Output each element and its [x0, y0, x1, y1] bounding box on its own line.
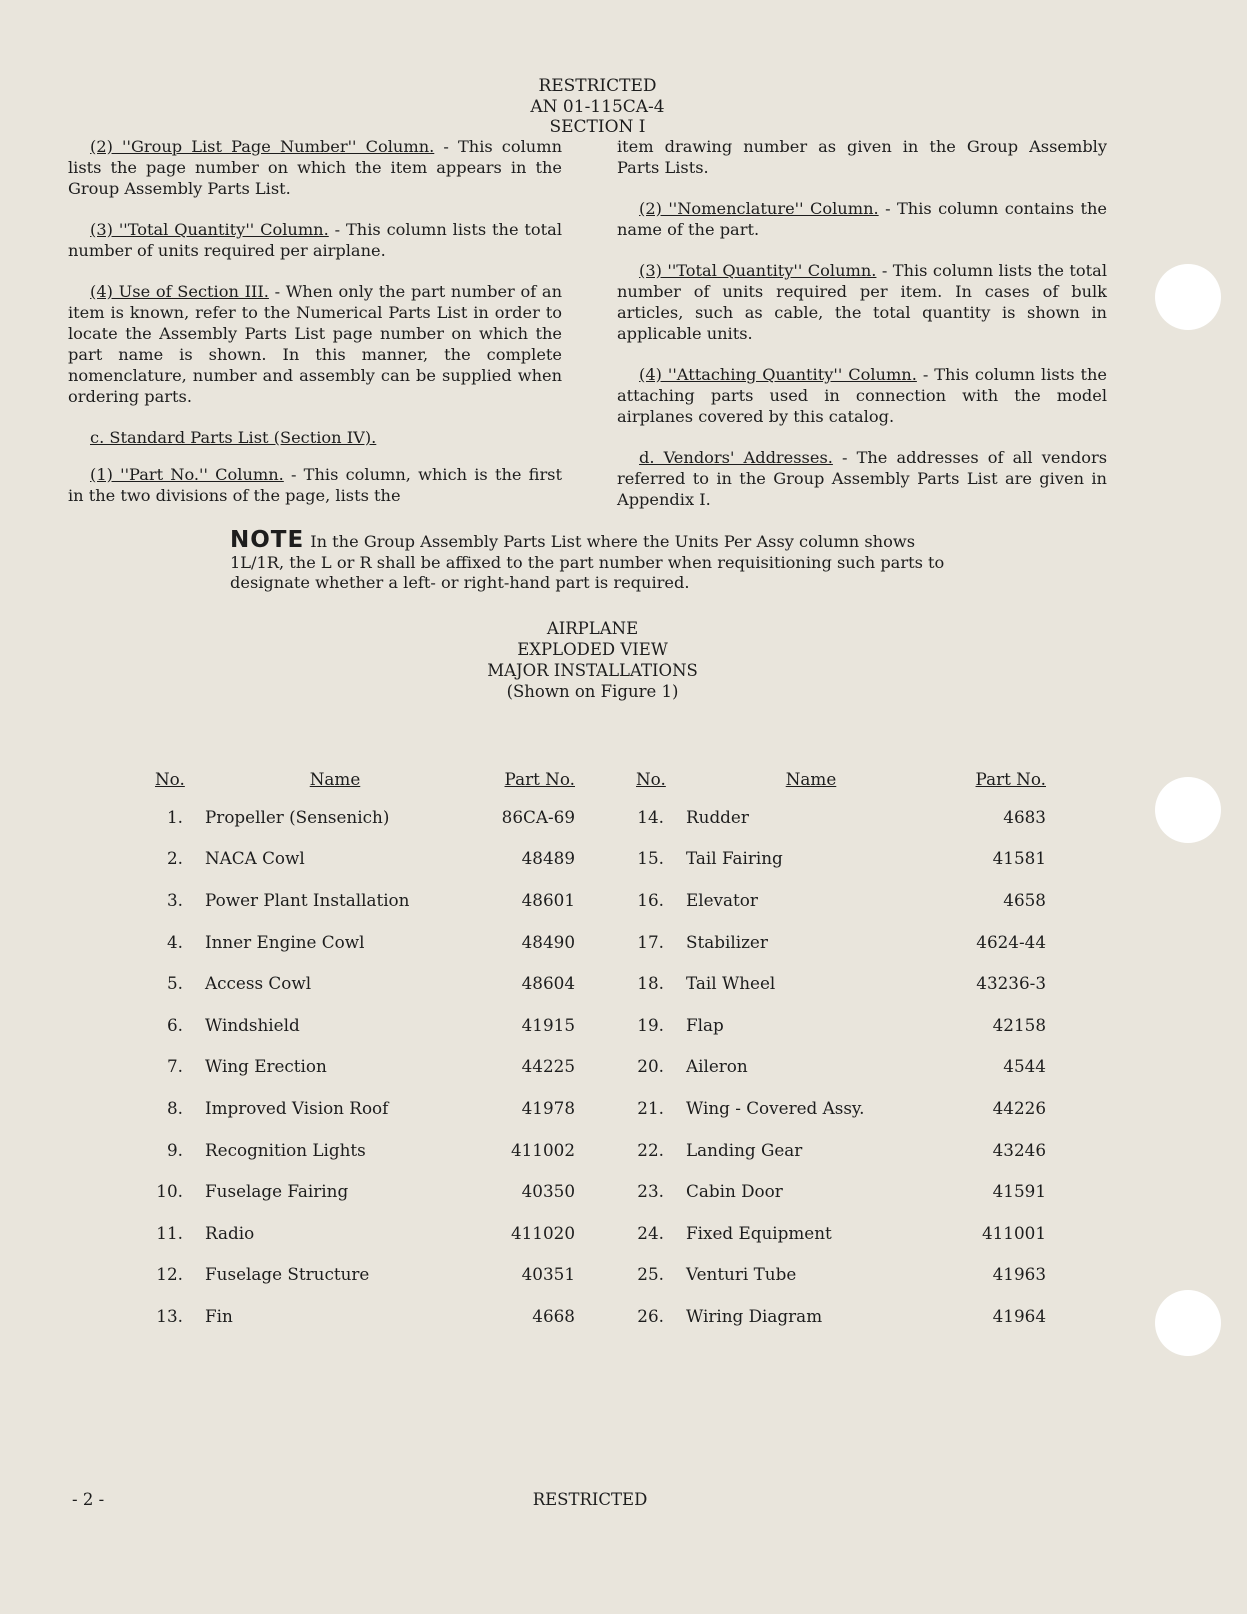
item-part-number: 43236-3	[976, 973, 1046, 994]
item-number: 11.	[156, 1222, 183, 1243]
parts-table-right	[636, 762, 1046, 1337]
item-part-number: 48490	[521, 931, 575, 952]
item-number: 22.	[637, 1139, 664, 1160]
item-name: Wing Erection	[205, 1056, 327, 1077]
paragraph-body: - This column contains the name of the part.	[617, 199, 1107, 239]
item-name: Windshield	[205, 1014, 300, 1035]
item-number: 15.	[637, 848, 664, 869]
item-part-number: 40350	[521, 1181, 575, 1202]
item-number: 18.	[637, 973, 664, 994]
paragraph-heading: (2) ''Group List Page Number'' Column.	[90, 137, 435, 156]
item-number: 14.	[637, 806, 664, 827]
item-number: 3.	[166, 889, 183, 910]
item-name: Cabin Door	[686, 1181, 783, 1202]
subsection-standard-parts-list	[68, 427, 562, 448]
item-name: Improved Vision Roof	[205, 1097, 389, 1118]
paragraph-body: - This column lists the attaching parts used in connection with the model airplanes covered by this catalog.	[617, 365, 1107, 426]
binder-hole	[1155, 777, 1221, 843]
table-row	[636, 1129, 1046, 1171]
left-text-column	[68, 136, 562, 526]
figure-title-line: EXPLODED VIEW	[517, 640, 668, 659]
parts-table-left	[155, 762, 575, 1337]
item-name: Aileron	[686, 1056, 748, 1077]
page-header	[0, 76, 1195, 138]
item-part-number: 41964	[992, 1305, 1046, 1326]
paragraph-heading: (4) Use of Section III.	[90, 282, 269, 301]
table-row	[155, 921, 575, 963]
right-text-column	[617, 136, 1107, 530]
item-part-number: 411002	[510, 1139, 575, 1160]
item-part-number: 44226	[992, 1097, 1046, 1118]
paragraph-vendors-addresses	[617, 447, 1107, 510]
table-row	[155, 1170, 575, 1212]
paragraph-nomenclature	[617, 198, 1107, 240]
subsection-heading: c. Standard Parts List (Section IV).	[90, 428, 377, 447]
header-document-number: AN 01-115CA-4	[530, 96, 665, 117]
paragraph-part-no-column	[68, 464, 562, 506]
table-row	[155, 1129, 575, 1171]
table-row	[636, 921, 1046, 963]
table-row	[636, 1046, 1046, 1088]
item-part-number: 4624-44	[976, 931, 1046, 952]
paragraph-use-of-section-iii	[68, 281, 562, 407]
paragraph-heading: (1) ''Part No.'' Column.	[90, 465, 284, 484]
item-part-number: 48489	[521, 848, 575, 869]
note-label: NOTE	[230, 527, 305, 553]
table-row	[155, 879, 575, 921]
item-name: Recognition Lights	[205, 1139, 366, 1160]
paragraph-body: - The addresses of all vendors referred to in the Group Assembly Parts List are given in Appendix I.	[617, 448, 1107, 509]
item-name: Fin	[205, 1305, 233, 1326]
item-number: 21.	[637, 1097, 664, 1118]
item-name: Stabilizer	[686, 931, 768, 952]
paragraph-total-quantity	[68, 219, 562, 261]
item-number: 19.	[637, 1014, 664, 1035]
paragraph-group-list-page-number	[68, 136, 562, 199]
item-number: 5.	[166, 973, 183, 994]
table-row	[155, 1254, 575, 1296]
item-name: Power Plant Installation	[205, 889, 410, 910]
item-name: Elevator	[686, 889, 758, 910]
item-number: 24.	[637, 1222, 664, 1243]
figure-title-line: (Shown on Figure 1)	[506, 682, 679, 701]
item-name: Rudder	[686, 806, 749, 827]
item-part-number: 41963	[992, 1264, 1046, 1285]
item-number: 2.	[166, 848, 183, 869]
column-header-no: No.	[636, 769, 666, 789]
paragraph-heading: (3) ''Total Quantity'' Column.	[639, 261, 877, 280]
table-row	[155, 796, 575, 838]
item-part-number: 411020	[510, 1222, 575, 1243]
item-name: Tail Fairing	[686, 848, 783, 869]
item-part-number: 86CA-69	[501, 806, 575, 827]
header-classification: RESTRICTED	[538, 76, 657, 96]
column-header-no: No.	[155, 769, 185, 789]
table-row	[155, 838, 575, 880]
table-row	[636, 838, 1046, 880]
table-row	[636, 1254, 1046, 1296]
item-number: 4.	[166, 931, 183, 952]
table-row	[155, 1212, 575, 1254]
table-row	[155, 1046, 575, 1088]
item-number: 10.	[156, 1181, 183, 1202]
table-row	[155, 1295, 575, 1337]
column-header-part-no: Part No.	[504, 769, 575, 789]
paragraph-continued	[617, 136, 1107, 178]
paragraph-heading: (2) ''Nomenclature'' Column.	[639, 199, 879, 218]
figure-title-line: MAJOR INSTALLATIONS	[487, 661, 698, 680]
table-row	[636, 1087, 1046, 1129]
table-row	[636, 1295, 1046, 1337]
item-number: 25.	[637, 1264, 664, 1285]
paragraph-heading: (3) ''Total Quantity'' Column.	[90, 220, 329, 239]
item-number: 13.	[156, 1305, 183, 1326]
item-part-number: 4668	[532, 1305, 575, 1326]
header-section: SECTION I	[549, 117, 646, 137]
paragraph-heading: (4) ''Attaching Quantity'' Column.	[639, 365, 917, 384]
table-row	[636, 1004, 1046, 1046]
item-name: Wiring Diagram	[686, 1305, 823, 1326]
paragraph-body: - This column lists the page number on which the item appears in the Group Assembly Parts List.	[68, 137, 562, 198]
item-part-number: 4544	[1003, 1056, 1046, 1077]
item-name: Inner Engine Cowl	[205, 931, 365, 952]
table-row	[155, 962, 575, 1004]
item-part-number: 41915	[521, 1014, 575, 1035]
note-block	[230, 527, 950, 594]
item-name: NACA Cowl	[205, 848, 305, 869]
item-number: 20.	[637, 1056, 664, 1077]
table-row	[155, 1004, 575, 1046]
table-row	[636, 962, 1046, 1004]
item-number: 17.	[637, 931, 664, 952]
paragraph-body: - This column, which is the first in the two divisions of the page, lists the	[68, 465, 562, 505]
item-part-number: 44225	[521, 1056, 575, 1077]
item-number: 9.	[166, 1139, 183, 1160]
figure-title-line: AIRPLANE	[546, 619, 639, 638]
table-row	[636, 879, 1046, 921]
item-number: 16.	[637, 889, 664, 910]
table-row	[636, 1212, 1046, 1254]
item-name: Fuselage Fairing	[205, 1181, 349, 1202]
item-name: Flap	[686, 1014, 724, 1035]
binder-hole	[1155, 264, 1221, 330]
item-name: Access Cowl	[205, 973, 312, 994]
table-row	[636, 1170, 1046, 1212]
paragraph-body: - When only the part number of an item is known, refer to the Numerical Parts List in order to locate the Assembly Parts List page number on which the part name is shown. In this manner, the complete nomenclature, number and assembly can be supplied when ordering parts.	[68, 282, 563, 406]
item-part-number: 43246	[992, 1139, 1046, 1160]
item-name: Wing - Covered Assy.	[686, 1097, 865, 1118]
paragraph-heading: d. Vendors' Addresses.	[639, 448, 833, 467]
item-part-number: 48601	[521, 889, 575, 910]
binder-hole	[1155, 1290, 1221, 1356]
item-part-number: 4658	[1003, 889, 1046, 910]
table-header-row	[636, 762, 1046, 796]
paragraph-total-quantity	[617, 260, 1107, 344]
column-header-name: Name	[785, 769, 837, 789]
note-text: In the Group Assembly Parts List where the Units Per Assy column shows 1L/1R, the L or R shall be affixed to the part number when requisitioning such parts to designate whether a left- or right-hand part is required.	[230, 532, 945, 592]
item-part-number: 40351	[521, 1264, 575, 1285]
item-name: Fuselage Structure	[205, 1264, 370, 1285]
item-part-number: 41978	[521, 1097, 575, 1118]
table-row	[636, 796, 1046, 838]
footer-classification: RESTRICTED	[532, 1490, 648, 1509]
column-header-part-no: Part No.	[975, 769, 1046, 789]
page-number: - 2 -	[72, 1490, 105, 1509]
item-name: Radio	[205, 1222, 255, 1243]
paragraph-body: - This column lists the total number of units required per item. In cases of bulk articles, such as cable, the total quantity is shown in applicable units.	[617, 261, 1108, 343]
item-number: 26.	[637, 1305, 664, 1326]
figure-title	[0, 618, 1185, 702]
item-number: 23.	[637, 1181, 664, 1202]
item-number: 6.	[166, 1014, 183, 1035]
item-part-number: 48604	[521, 973, 575, 994]
item-name: Venturi Tube	[686, 1264, 797, 1285]
item-name: Propeller (Sensenich)	[205, 806, 390, 827]
column-header-name: Name	[309, 769, 361, 789]
item-name: Tail Wheel	[686, 973, 776, 994]
table-header-row	[155, 762, 575, 796]
item-number: 7.	[166, 1056, 183, 1077]
item-part-number: 4683	[1003, 806, 1046, 827]
item-part-number: 42158	[992, 1014, 1046, 1035]
item-number: 12.	[156, 1264, 183, 1285]
paragraph-body: item drawing number as given in the Group Assembly Parts Lists.	[617, 137, 1107, 177]
item-part-number: 411001	[981, 1222, 1046, 1243]
table-row	[155, 1087, 575, 1129]
item-part-number: 41581	[992, 848, 1046, 869]
paragraph-attaching-quantity	[617, 364, 1107, 427]
paragraph-body: - This column lists the total number of units required per airplane.	[68, 220, 562, 260]
item-number: 1.	[166, 806, 183, 827]
parts-table-body	[155, 796, 575, 1337]
parts-table-body	[636, 796, 1046, 1337]
item-number: 8.	[166, 1097, 183, 1118]
item-name: Landing Gear	[686, 1139, 803, 1160]
item-part-number: 41591	[992, 1181, 1046, 1202]
item-name: Fixed Equipment	[686, 1222, 832, 1243]
